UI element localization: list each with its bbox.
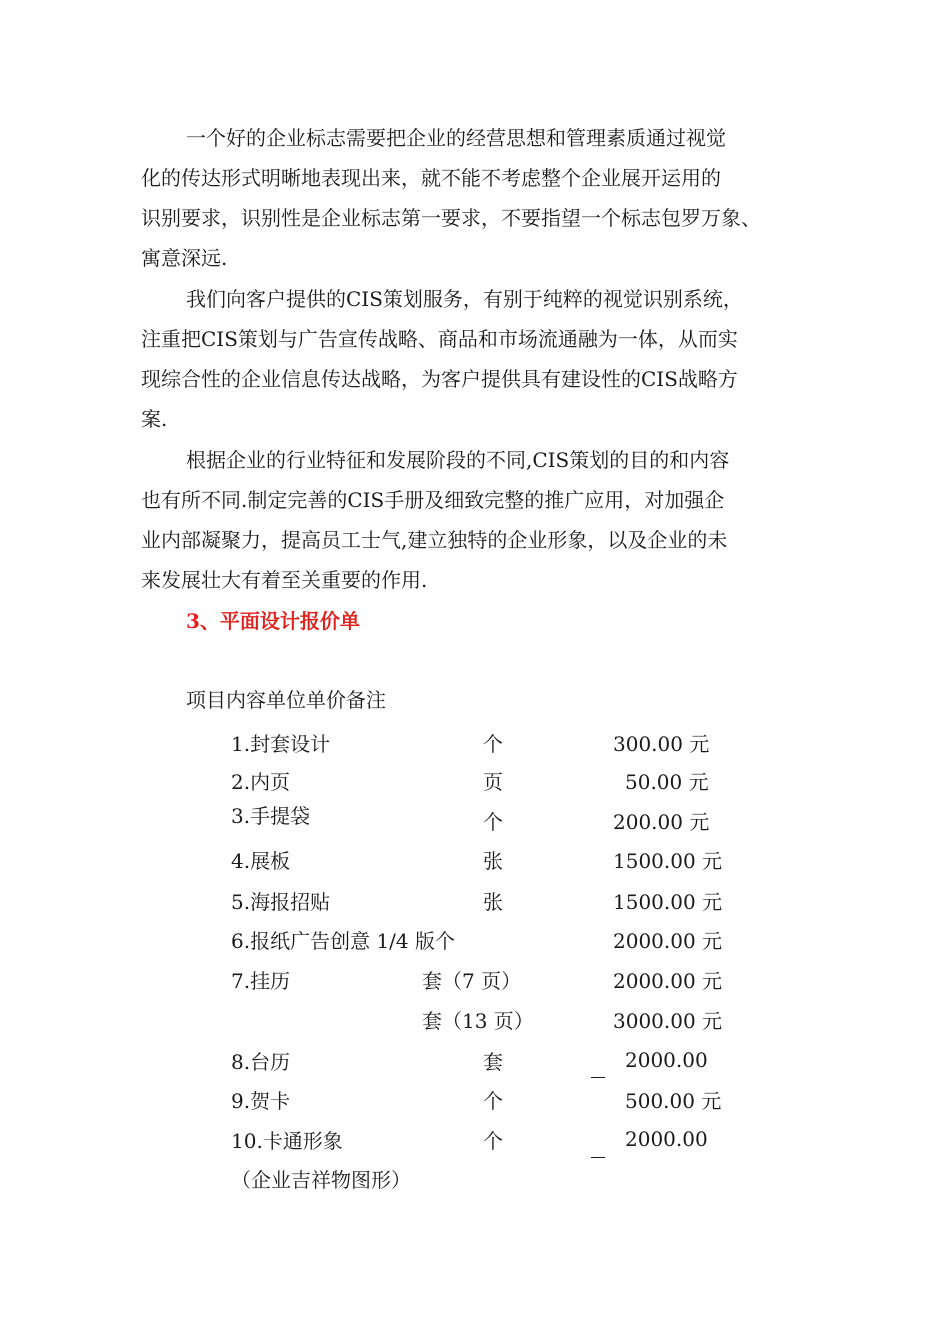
item-price: 200.00 元: [613, 810, 710, 834]
item-price: 2000.00 元: [613, 969, 723, 993]
item-unit: 个: [483, 810, 503, 834]
item-price: 2000.00: [625, 1048, 708, 1072]
item-price: 3000.00 元: [613, 1009, 723, 1033]
item-name: 10.卡通形象: [231, 1129, 343, 1153]
item-unit: 套: [483, 1050, 503, 1074]
item-unit: 个: [483, 732, 503, 756]
item-unit: 页: [483, 770, 503, 794]
item-note: （企业吉祥物图形）: [231, 1168, 411, 1192]
paragraph-line: 我们向客户提供的CIS策划服务，有别于纯粹的视觉识别系统，: [186, 287, 743, 311]
item-name: 2.内页: [231, 770, 291, 794]
paragraph-line: 一个好的企业标志需要把企业的经营思想和管理素质通过视觉: [186, 126, 726, 150]
item-name: 5.海报招贴: [231, 890, 331, 914]
paragraph-line: 注重把CIS策划与广告宣传战略、商品和市场流通融为一体，从而实: [141, 327, 738, 351]
paragraph-line: 寓意深远.: [141, 246, 228, 270]
paragraph-line: 来发展壮大有着至关重要的作用.: [141, 568, 428, 592]
item-price: 50.00 元: [625, 770, 709, 794]
item-price: 500.00 元: [625, 1089, 722, 1113]
item-price: 1500.00 元: [613, 890, 723, 914]
table-row: [0, 732, 950, 762]
section-heading: 3、平面设计报价单: [186, 609, 360, 633]
item-price: 2000.00 元: [613, 929, 723, 953]
item-name: 3.手提袋: [231, 804, 311, 828]
table-row: [0, 890, 950, 920]
paragraph-line: 识别要求，识别性是企业标志第一要求，不要指望一个标志包罗万象、: [141, 206, 761, 230]
item-name: 9.贺卡: [231, 1089, 291, 1113]
item-unit: 张: [483, 890, 503, 914]
paragraph-line: 案.: [141, 407, 168, 431]
item-unit: 张: [483, 849, 503, 873]
table-row: [0, 1089, 950, 1119]
table-row: [0, 1009, 950, 1039]
item-price: 1500.00 元: [613, 849, 723, 873]
item-unit: 套（7 页）: [422, 969, 522, 993]
table-row: [0, 1050, 950, 1080]
table-row: [0, 770, 950, 800]
clipped-dash: [591, 1077, 605, 1078]
paragraph-line: 也有所不同.制定完善的CIS手册及细致完整的推广应用，对加强企: [141, 488, 725, 512]
item-name: 8.台历: [231, 1050, 291, 1074]
item-name: 4.展板: [231, 849, 291, 873]
table-row: [0, 849, 950, 879]
paragraph-line: 现综合性的企业信息传达战略，为客户提供具有建设性的CIS战略方: [141, 367, 738, 391]
paragraph-line: 根据企业的行业特征和发展阶段的不同,CIS策划的目的和内容: [186, 448, 730, 472]
price-table-header: 项目内容单位单价备注: [186, 688, 386, 712]
clipped-dash: [591, 1157, 605, 1158]
table-row: [0, 969, 950, 999]
item-unit: 个: [483, 1129, 503, 1153]
table-row: [0, 929, 950, 959]
paragraph-line: 化的传达形式明晰地表现出来，就不能不考虑整个企业展开运用的: [141, 166, 721, 190]
item-name: 1.封套设计: [231, 732, 331, 756]
item-name: 6.报纸广告创意 1/4 版个: [231, 929, 455, 953]
item-unit: 个: [483, 1089, 503, 1113]
item-price: 300.00 元: [613, 732, 710, 756]
item-unit: 套（13 页）: [422, 1009, 534, 1033]
item-price: 2000.00: [625, 1127, 708, 1151]
table-row: [0, 804, 950, 840]
paragraph-line: 业内部凝聚力，提高员工士气,建立独特的企业形象，以及企业的未: [141, 528, 728, 552]
table-row: [0, 1129, 950, 1159]
item-name: 7.挂历: [231, 969, 291, 993]
